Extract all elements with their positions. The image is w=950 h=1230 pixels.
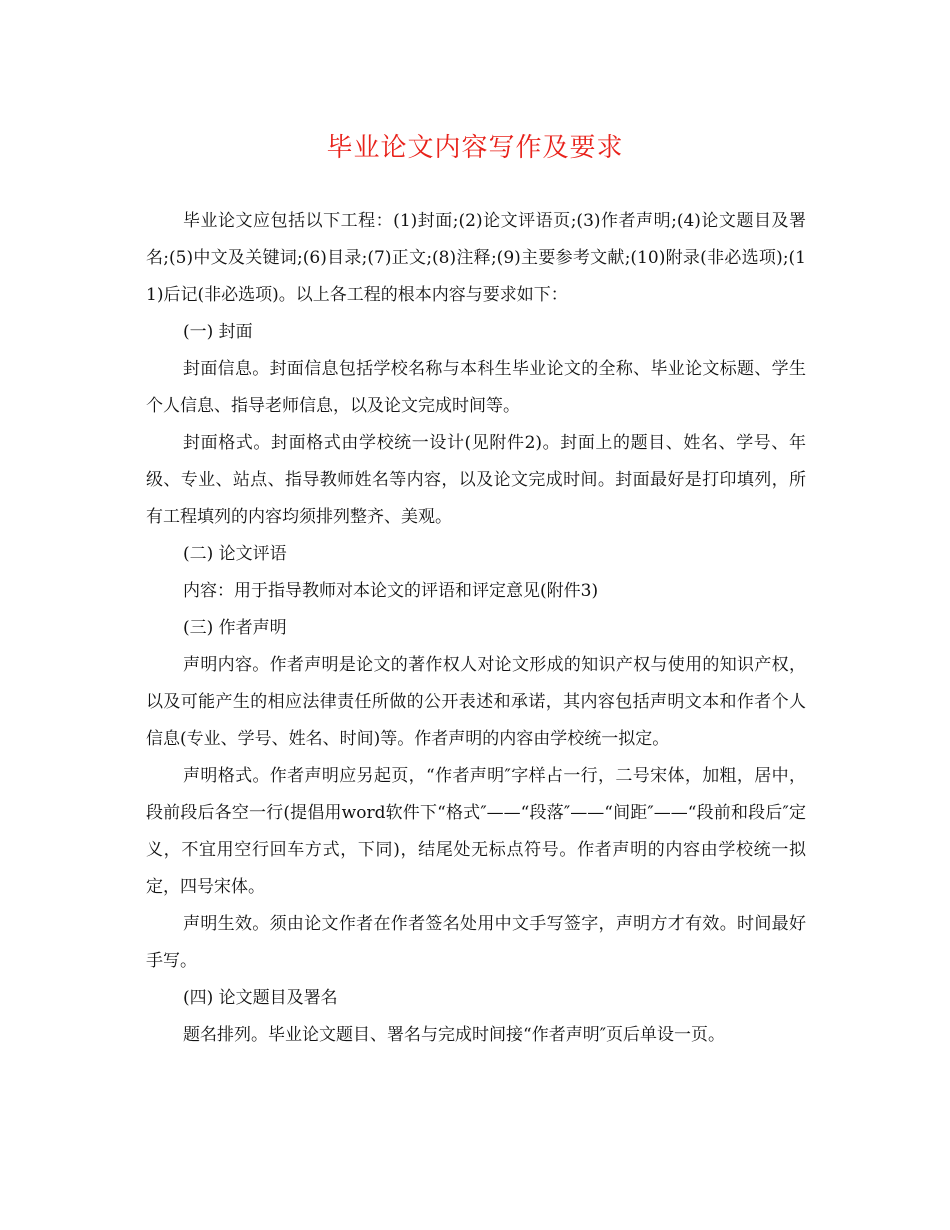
- intro-paragraph: 毕业论文应包括以下工程：(1)封面;(2)论文评语页;(3)作者声明;(4)论文题目及署名;(5)中文及关键词;(6)目录;(7)正文;(8)注释;(9)主要参考文献;(10)附录(非必选项);(11)后记(非必选项)。以上各工程的根本内容与要求如下：: [146, 211, 806, 305]
- section-heading-cover: (一) 封面: [183, 322, 253, 342]
- declaration-format-paragraph: 声明格式。作者声明应另起页，“作者声明″字样占一行，二号宋体，加粗，居中，段前段后各空一行(提倡用word软件下“格式″——“段落″——“间距″——“段前和段后″定义，不宜用空行回车方式，下同)，结尾处无标点符号。作者声明的内容由学校统一拟定，四号宋体。: [146, 766, 806, 897]
- declaration-content-paragraph: 声明内容。作者声明是论文的著作权人对论文形成的知识产权与使用的知识产权，以及可能产生的相应法律责任所做的公开表述和承诺，其内容包括声明文本和作者个人信息(专业、学号、姓名、时间)等。作者声明的内容由学校统一拟定。: [146, 655, 806, 749]
- declaration-validity-paragraph: 声明生效。须由论文作者在作者签名处用中文手写签字，声明方才有效。时间最好手写。: [146, 914, 806, 971]
- document-title: 毕业论文内容写作及要求: [326, 133, 624, 163]
- section-heading-review: (二) 论文评语: [183, 544, 287, 564]
- section-heading-title-signature: (四) 论文题目及署名: [183, 988, 338, 1008]
- review-content-paragraph: 内容：用于指导教师对本论文的评语和评定意见(附件3): [183, 581, 599, 601]
- document-body: [146, 203, 806, 1054]
- section-heading-declaration: (三) 作者声明: [183, 618, 287, 638]
- title-arrangement-paragraph: 题名排列。毕业论文题目、署名与完成时间接“作者声明″页后单设一页。: [183, 1025, 726, 1045]
- cover-info-paragraph: 封面信息。封面信息包括学校名称与本科生毕业论文的全称、毕业论文标题、学生个人信息、指导老师信息，以及论文完成时间等。: [146, 359, 806, 416]
- cover-format-paragraph: 封面格式。封面格式由学校统一设计(见附件2)。封面上的题目、姓名、学号、年级、专业、站点、指导教师姓名等内容，以及论文完成时间。封面最好是打印填列，所有工程填列的内容均须排列整齐、美观。: [146, 433, 806, 527]
